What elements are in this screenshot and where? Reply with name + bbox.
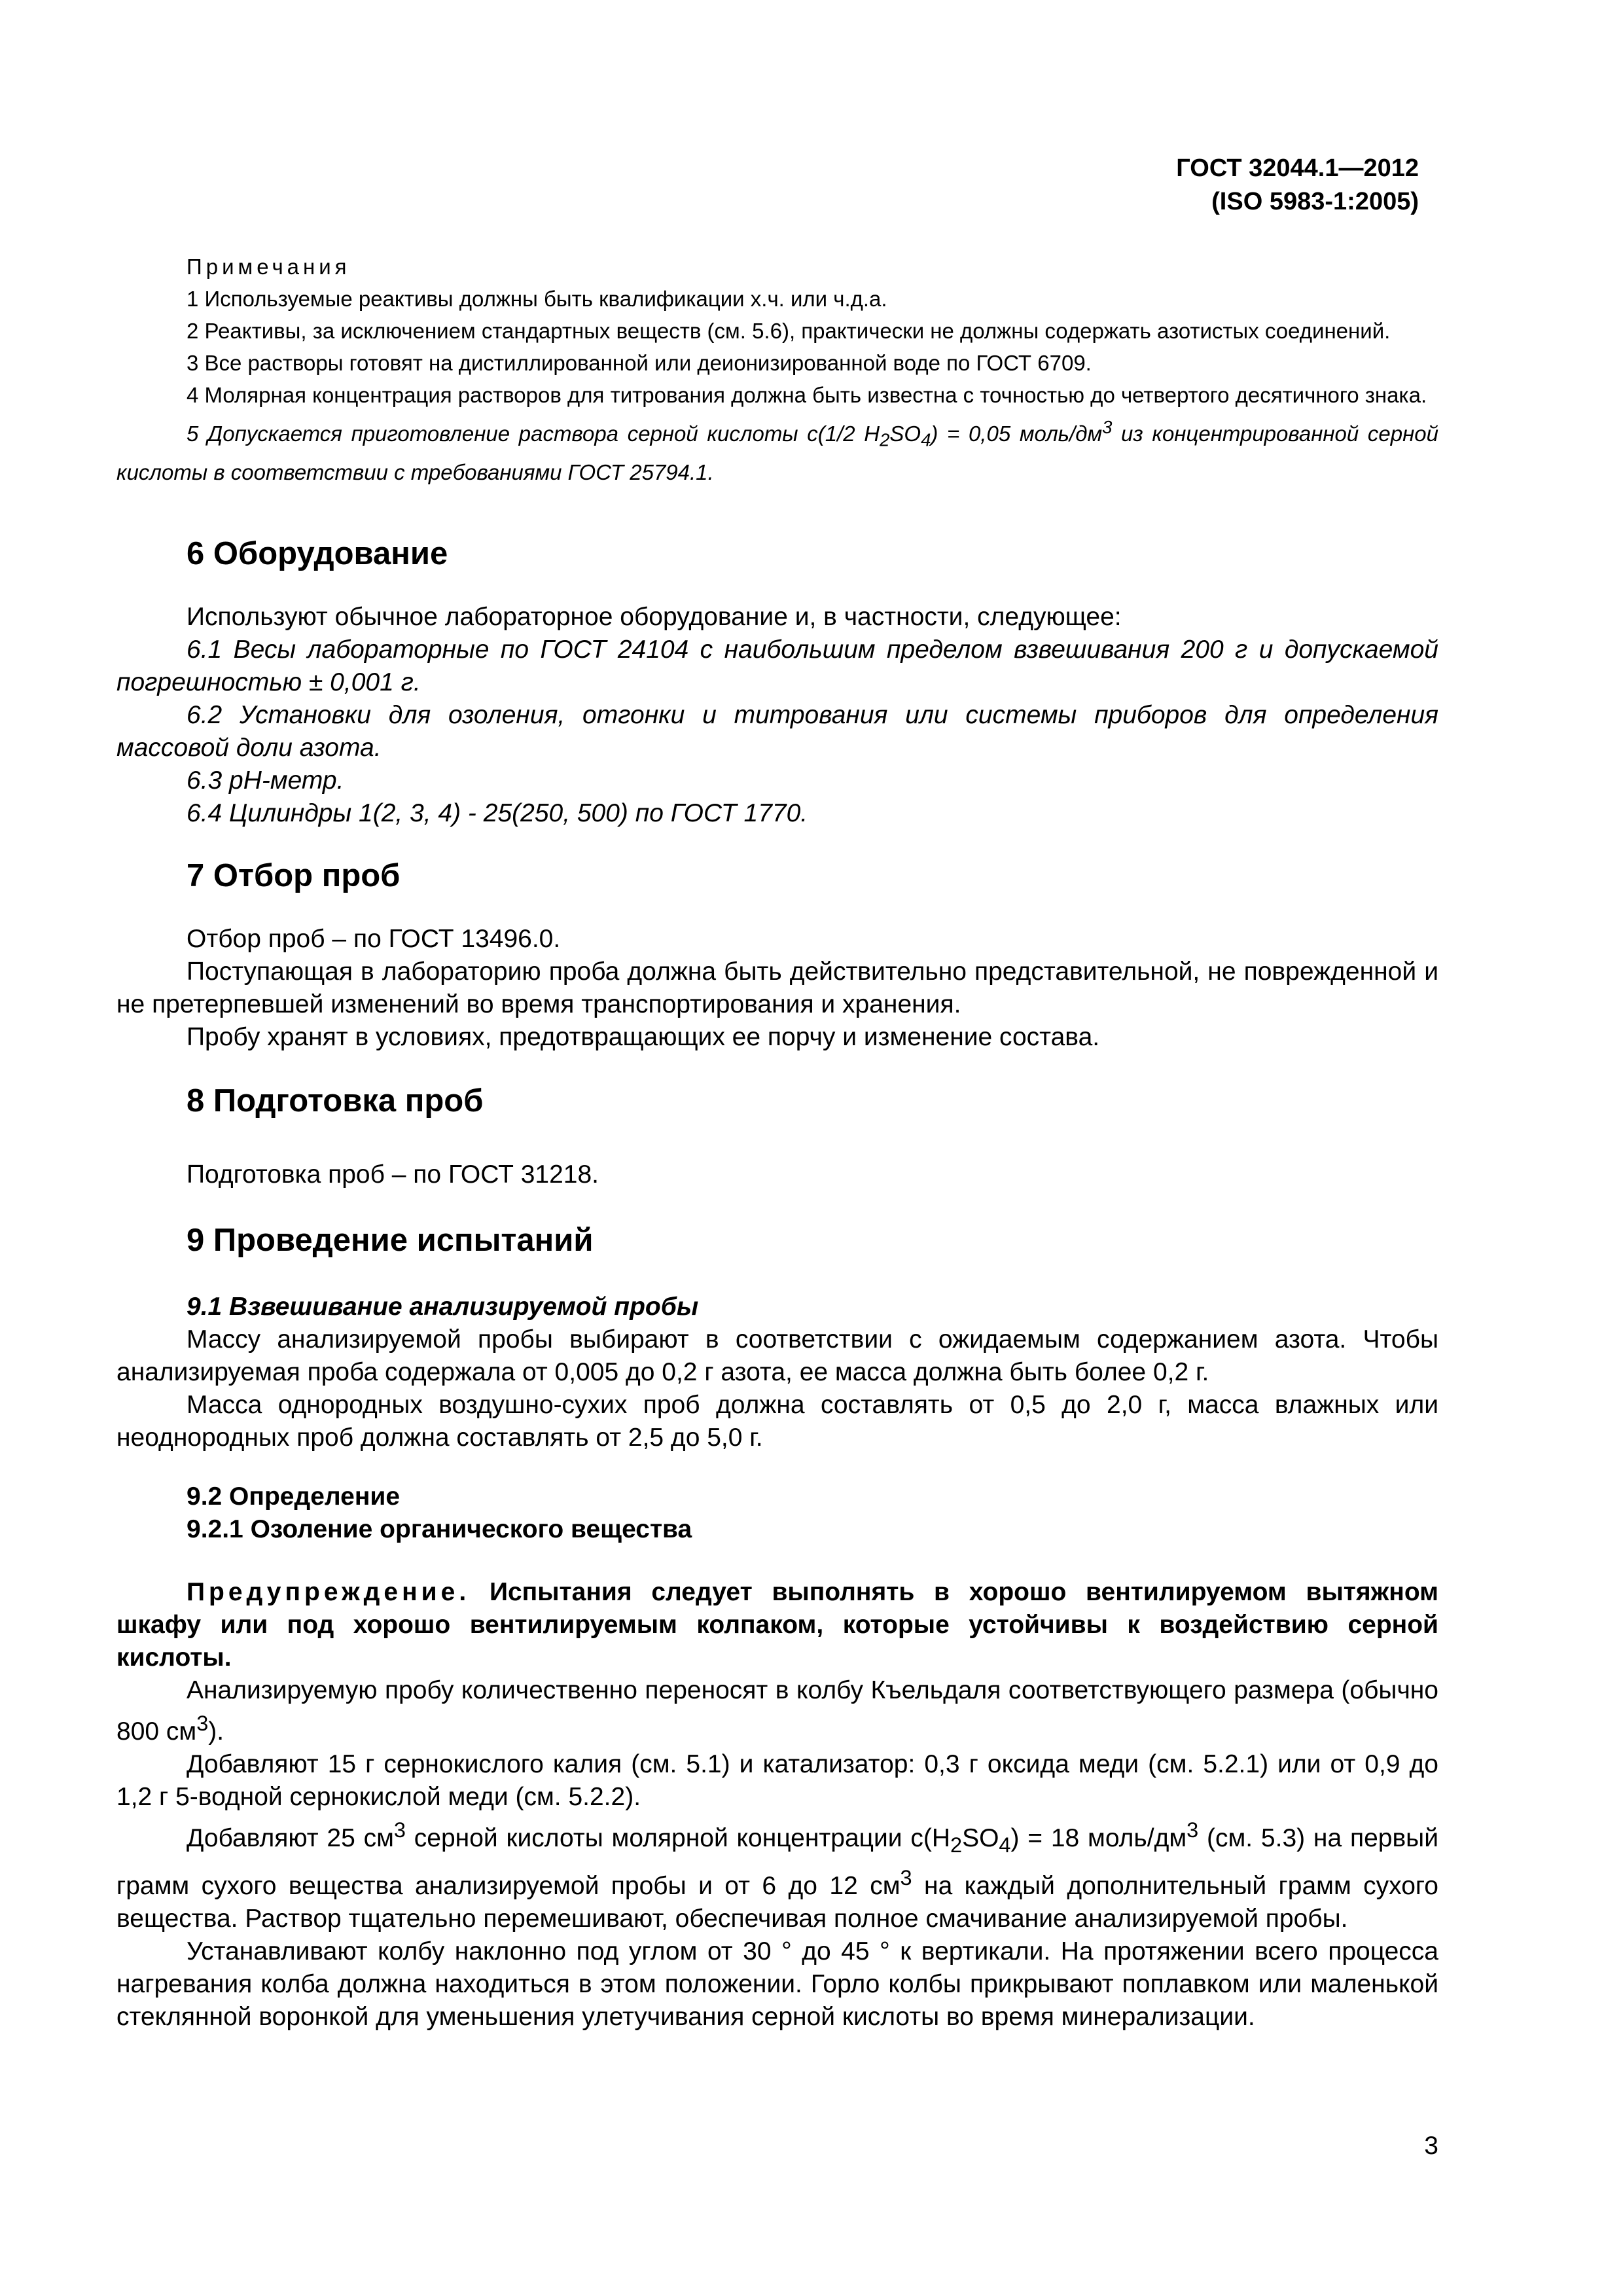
paragraph: 6.3 pH-метр.: [187, 766, 344, 795]
paragraph: Пробу хранят в условиях, предотвращающих ее порчу и изменение состава.: [187, 1023, 1100, 1051]
warning-label: Предупреждение.: [187, 1578, 471, 1606]
standard-number: ГОСТ 32044.1—2012: [1176, 154, 1419, 182]
section-heading: 7 Отбор проб: [187, 858, 401, 893]
paragraph: 6.4 Цилиндры 1(2, 3, 4) - 25(250, 500) по ГОСТ 1770.: [187, 799, 808, 827]
section-heading: 8 Подготовка проб: [187, 1083, 484, 1119]
paragraph: 6.1 Весы лабораторные по ГОСТ 24104 с наибольшим пределом взвешивания 200 г и допускаемой погрешностью ± 0,001 г.: [116, 636, 1438, 696]
paragraph: Подготовка проб – по ГОСТ 31218.: [187, 1160, 599, 1189]
paragraph: Массу анализируемой пробы выбирают в соответствии с ожидаемым содержанием азота. Чтобы анализируемая проба содержала от 0,005 до 0,2 г азота, ее масса должна быть более 0,2 г.: [116, 1325, 1438, 1386]
note-item: 5 Допускается приготовление раствора серной кислоты c(1/2 $H_2SO_4) = 0,05$ моль/$дм^3$ из концентрированной серной кислоты в соответствии с требованиями ГОСТ 25794.1.: [116, 417, 1438, 484]
iso-reference: (ISO 5983-1:2005): [1211, 188, 1419, 215]
section-6-body: [116, 601, 1438, 830]
section-heading: 6 Оборудование: [187, 536, 448, 571]
page-number: 3: [1424, 2132, 1438, 2160]
paragraph: 6.2 Установки для озоления, отгонки и титрования или системы приборов для определения массовой доли азота.: [116, 701, 1438, 762]
section-7-body: [116, 923, 1438, 1054]
note-item: 2 Реактивы, за исключением стандартных веществ (см. 5.6), практически не должны содержать азотистых соединений.: [187, 319, 1391, 343]
section-9-1: [116, 1291, 1438, 1454]
paragraph: Поступающая в лабораторию проба должна быть действительно представительной, не поврежденной и не претерпевшей изменений во время транспортирования и хранения.: [116, 958, 1438, 1018]
subsection-heading: 9.1 Взвешивание анализируемой пробы: [187, 1293, 699, 1321]
section-9-2: [116, 1480, 1438, 1546]
paragraph: Анализируемую пробу количественно переносят в колбу Къельдаля соответствующего размера (обычно 800 $см^3$).: [116, 1676, 1438, 1746]
paragraph: Добавляют 25 $см^3$ серной кислоты молярной концентрации $c(H_2SO_4) = 18$ моль/$дм^3$ (см. 5.3) на первый грамм сухого вещества анализируемой пробы и от 6 до 12 $см^3$ на каждый дополнительный грамм сухого вещества. Раствор тщательно перемешивают, обеспечивая полное смачивание анализируемой пробы.: [116, 1818, 1438, 1933]
note-item: 4 Молярная концентрация растворов для титрования должна быть известна с точностью до четвертого десятичного знака.: [187, 383, 1427, 407]
section-8-body: [116, 1158, 1438, 1191]
document-header: [1176, 152, 1419, 219]
warning-paragraph: Предупреждение. Испытания следует выполнять в хорошо вентилируемом вытяжном шкафу или под хорошо вентилируемым колпаком, которые устойчивы к воздействию серной кислоты.: [116, 1578, 1438, 1672]
section-9-2-1-body: [116, 1576, 1438, 2034]
paragraph: Отбор проб – по ГОСТ 13496.0.: [187, 925, 561, 953]
subsection-heading: 9.2 Определение: [187, 1482, 401, 1511]
note-item: 1 Используемые реактивы должны быть квалификации х.ч. или ч.д.а.: [187, 287, 887, 311]
subsection-heading: 9.2.1 Озоление органического вещества: [187, 1515, 692, 1543]
notes-block: [116, 251, 1438, 488]
note-item: 3 Все растворы готовят на дистиллированной или деионизированной воде по ГОСТ 6709.: [187, 351, 1092, 375]
paragraph: Устанавливают колбу наклонно под углом от 30 ° до 45 ° к вертикали. На протяжении всего процесса нагревания колба должна находиться в этом положении. Горло колбы прикрывают поплавком или маленькой стеклянной воронкой для уменьшения улетучивания серной кислоты во время минерализации.: [116, 1937, 1438, 2031]
section-heading: 9 Проведение испытаний: [187, 1223, 594, 1258]
paragraph: Масса однородных воздушно-сухих проб должна составлять от 0,5 до 2,0 г, масса влажных или неоднородных проб должна составлять от 2,5 до 5,0 г.: [116, 1391, 1438, 1452]
notes-title: Примечания: [187, 255, 351, 279]
paragraph: Используют обычное лабораторное оборудование и, в частности, следующее:: [187, 603, 1122, 631]
paragraph: Добавляют 15 г сернокислого калия (см. 5.1) и катализатор: 0,3 г оксида меди (см. 5.2.1) или от 0,9 до 1,2 г 5-водной сернокислой меди (см. 5.2.2).: [116, 1750, 1438, 1811]
